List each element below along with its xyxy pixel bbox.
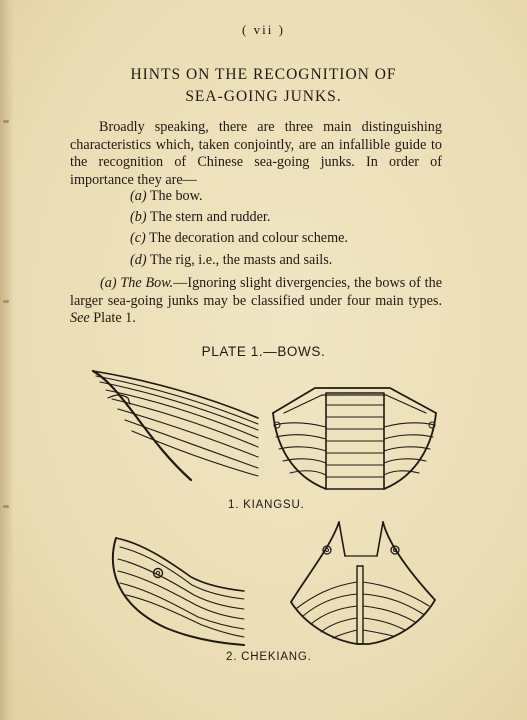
criteria-item-c [130, 228, 348, 249]
kiangsu-bow-side-illustration [88, 368, 263, 483]
criteria-letter: (b) [130, 209, 147, 226]
bow-paragraph-lead: (a) [100, 275, 117, 291]
criteria-text: The stern and rudder. [149, 209, 271, 226]
intro-paragraph: Broadly speaking, there are three main distinguishing characteristics which, taken conjointly, are an infallible guide to the recognition of Chinese sea-going junks. In order of importance they are— [70, 119, 442, 188]
kiangsu-bow-front-illustration [268, 383, 440, 495]
criteria-letter: (c) [130, 230, 146, 247]
chekiang-bow-front-illustration [287, 516, 439, 646]
binding-stitch [3, 505, 9, 508]
bow-paragraph-ref: Plate 1. [93, 310, 136, 326]
criteria-text: The rig, i.e., the masts and sails. [149, 251, 333, 268]
figure-caption-chekiang: 2. CHEKIANG. [226, 651, 312, 663]
criteria-text: The decoration and colour scheme. [149, 230, 348, 247]
criteria-item-b [130, 207, 348, 228]
chekiang-bow-side-illustration [96, 533, 248, 648]
bow-paragraph-body: —Ignoring slight divergencies, the bows of the larger sea-going junks may be classified under four main types. [70, 275, 443, 309]
heading-line-2: SEA-GOING JUNKS. [185, 88, 342, 105]
criteria-letter: (a) [130, 188, 147, 204]
bow-paragraph-see: See [70, 310, 90, 326]
figure-caption-kiangsu: 1. KIANGSU. [228, 499, 305, 511]
bow-paragraph-title: The Bow. [120, 275, 174, 291]
criteria-list [130, 186, 348, 271]
page-binding-edge [0, 0, 14, 720]
heading-line-1: HINTS ON THE RECOGNITION OF [130, 66, 397, 83]
criteria-letter: (d) [130, 251, 147, 268]
binding-stitch [3, 120, 9, 123]
criteria-item-a [130, 186, 348, 207]
bow-paragraph [70, 275, 442, 328]
binding-stitch [3, 300, 9, 303]
criteria-text: The bow. [149, 188, 203, 204]
page-number: ( vii ) [242, 22, 285, 37]
plate-title: PLATE 1.—BOWS. [201, 344, 326, 359]
criteria-item-d [130, 250, 348, 271]
